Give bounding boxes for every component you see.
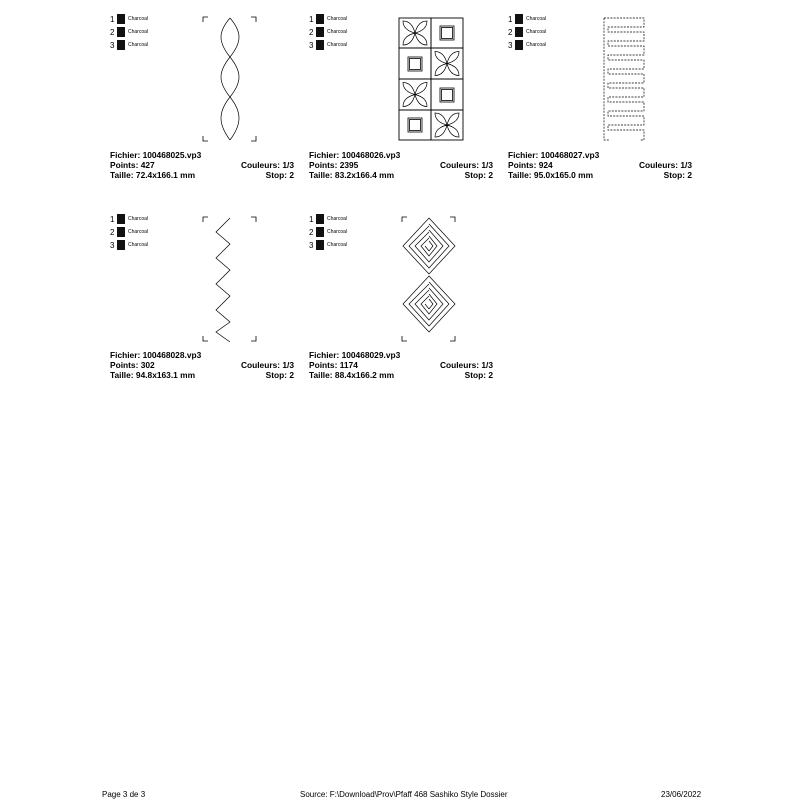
color-name: Charcoal	[327, 229, 348, 235]
design-info	[110, 350, 294, 380]
color-number: 1	[110, 15, 115, 24]
thread-color-row	[309, 227, 399, 240]
color-name: Charcoal	[327, 242, 348, 248]
file-name: Fichier: 100468029.vp3	[309, 350, 401, 360]
design-size: Taille: 72.4x166.1 mm	[110, 170, 196, 180]
colors-count: Couleurs: 1/3	[638, 160, 692, 170]
design-info	[508, 150, 692, 180]
design-size: Taille: 94.8x163.1 mm	[110, 370, 196, 380]
color-number: 2	[309, 228, 314, 237]
color-name: Charcoal	[128, 229, 149, 235]
thread-color-row	[110, 227, 200, 240]
stop-count: Stop: 2	[663, 170, 692, 180]
color-name: Charcoal	[128, 242, 149, 248]
thread-color-row	[110, 27, 200, 40]
design-info	[110, 150, 294, 180]
design-info	[309, 150, 493, 180]
design-card-100468027	[508, 14, 692, 184]
color-number: 3	[110, 41, 115, 50]
design-card-100468029	[309, 214, 493, 384]
stop-count: Stop: 2	[265, 370, 294, 380]
color-name: Charcoal	[128, 16, 149, 22]
thread-color-list	[110, 214, 200, 253]
color-swatch	[316, 14, 324, 24]
color-number: 1	[309, 15, 314, 24]
color-swatch	[316, 27, 324, 37]
color-name: Charcoal	[526, 16, 547, 22]
color-name: Charcoal	[327, 29, 348, 35]
color-name: Charcoal	[327, 42, 348, 48]
wave-stitch-line-b	[221, 18, 239, 140]
color-number: 2	[508, 28, 513, 37]
embroidery-preview-zigzag	[200, 214, 266, 344]
thread-color-list	[110, 14, 200, 53]
spiral-diamond-bottom	[403, 276, 455, 332]
thread-color-row	[110, 40, 200, 53]
thread-color-row	[110, 214, 200, 227]
points-count: Points: 2395	[309, 160, 359, 170]
design-size: Taille: 95.0x165.0 mm	[508, 170, 594, 180]
color-swatch	[515, 27, 523, 37]
tile-grid	[399, 18, 463, 140]
color-number: 2	[110, 228, 115, 237]
color-name: Charcoal	[128, 216, 149, 222]
thread-color-row	[309, 14, 399, 27]
thread-color-list	[309, 214, 399, 253]
color-swatch	[117, 14, 125, 24]
stop-count: Stop: 2	[464, 170, 493, 180]
embroidery-preview-meander	[598, 14, 664, 144]
color-name: Charcoal	[327, 216, 348, 222]
thread-color-row	[508, 14, 598, 27]
thread-color-list	[508, 14, 598, 53]
points-count: Points: 924	[508, 160, 553, 170]
points-count: Points: 302	[110, 360, 155, 370]
points-count: Points: 427	[110, 160, 155, 170]
source-path: Source: F:\Download\Prov\Pfaff 468 Sashiko Style Dossier	[300, 790, 508, 799]
file-name: Fichier: 100468027.vp3	[508, 150, 600, 160]
points-count: Points: 1174	[309, 360, 358, 370]
embroidery-preview-wave	[200, 14, 266, 144]
color-swatch	[316, 240, 324, 250]
page-number: Page 3 de 3	[102, 790, 146, 799]
zigzag-stitch-line	[216, 218, 230, 342]
thread-color-row	[110, 240, 200, 253]
colors-count: Couleurs: 1/3	[240, 160, 294, 170]
print-date: 23/06/2022	[661, 790, 702, 799]
color-name: Charcoal	[526, 29, 547, 35]
color-swatch	[117, 27, 125, 37]
design-size: Taille: 88.4x166.2 mm	[309, 370, 395, 380]
color-number: 2	[309, 28, 314, 37]
colors-count: Couleurs: 1/3	[439, 160, 493, 170]
design-card-100468025	[110, 14, 294, 184]
color-swatch	[117, 214, 125, 224]
color-number: 2	[110, 28, 115, 37]
thread-color-row	[508, 27, 598, 40]
thread-color-row	[309, 40, 399, 53]
thread-color-list	[309, 14, 399, 53]
color-swatch	[117, 240, 125, 250]
design-card-100468026	[309, 14, 493, 184]
color-swatch	[316, 214, 324, 224]
color-swatch	[316, 40, 324, 50]
colors-count: Couleurs: 1/3	[439, 360, 493, 370]
crop-marks	[203, 17, 256, 141]
embroidery-preview-spiral-diamonds	[399, 214, 465, 344]
file-name: Fichier: 100468028.vp3	[110, 350, 202, 360]
embroidery-preview-tiles	[399, 14, 465, 144]
color-swatch	[515, 40, 523, 50]
color-swatch	[117, 227, 125, 237]
color-name: Charcoal	[327, 16, 348, 22]
file-name: Fichier: 100468026.vp3	[309, 150, 401, 160]
design-card-100468028	[110, 214, 294, 384]
color-number: 3	[309, 41, 314, 50]
stop-count: Stop: 2	[265, 170, 294, 180]
thread-color-row	[309, 240, 399, 253]
color-swatch	[515, 14, 523, 24]
thread-color-row	[309, 27, 399, 40]
color-number: 1	[309, 215, 314, 224]
color-number: 3	[309, 241, 314, 250]
color-name: Charcoal	[128, 42, 149, 48]
color-name: Charcoal	[128, 29, 149, 35]
color-swatch	[316, 227, 324, 237]
stop-count: Stop: 2	[464, 370, 493, 380]
thread-color-row	[508, 40, 598, 53]
wave-stitch-line-a	[221, 18, 239, 140]
crop-marks	[402, 217, 455, 341]
color-name: Charcoal	[526, 42, 547, 48]
meander-stitch-edge	[604, 18, 610, 140]
color-number: 1	[110, 215, 115, 224]
color-number: 1	[508, 15, 513, 24]
design-info	[309, 350, 493, 380]
color-number: 3	[110, 241, 115, 250]
color-number: 3	[508, 41, 513, 50]
color-swatch	[117, 40, 125, 50]
meander-stitch-line	[604, 18, 644, 140]
spiral-diamond-top	[403, 218, 455, 274]
thread-color-row	[110, 14, 200, 27]
colors-count: Couleurs: 1/3	[240, 360, 294, 370]
thread-color-row	[309, 214, 399, 227]
design-size: Taille: 83.2x166.4 mm	[309, 170, 395, 180]
file-name: Fichier: 100468025.vp3	[110, 150, 202, 160]
